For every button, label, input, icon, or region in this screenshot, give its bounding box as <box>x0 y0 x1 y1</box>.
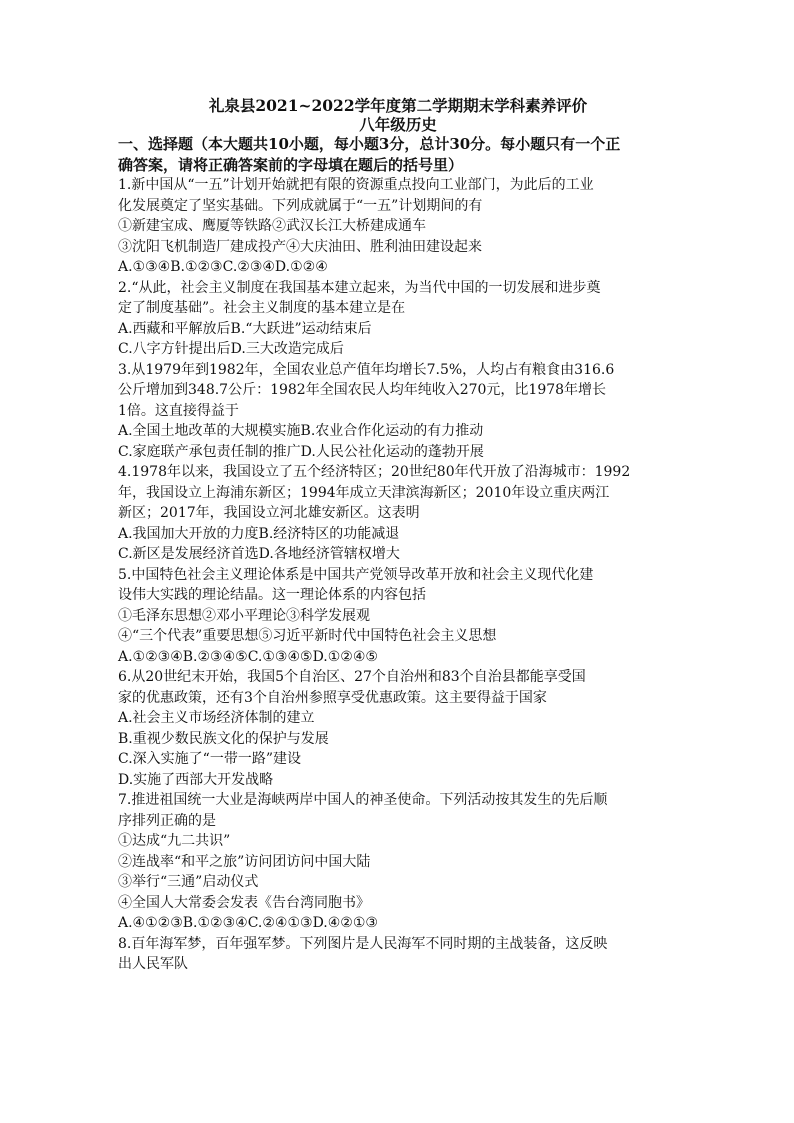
question-6-stem: 家的优惠政策，还有3个自治州参照享受优惠政策。这主要得益于国家 <box>118 689 547 706</box>
question-7-stem: 7.推进祖国统一大业是海峡两岸中国人的神圣使命。下列活动按其发生的先后顺 <box>118 792 608 808</box>
question-8-stem: 8.百年海军梦，百年强军梦。下列图片是人民海军不同时期的主战装备，这反映 <box>118 935 608 952</box>
question-6-option-d: D.实施了西部大开发战略 <box>118 771 274 788</box>
question-7-item: ③举行“三通”启动仪式 <box>118 874 259 890</box>
question-5-options: A.①②③④B.②③④⑤C.①③④⑤D.①②④⑤ <box>118 648 378 665</box>
question-7-item: ④全国人大常委会发表《告台湾同胞书》 <box>118 894 370 911</box>
question-6-option-c: C.深入实施了“一带一路”建设 <box>118 751 301 767</box>
question-3-stem: 1倍。这直接得益于 <box>118 402 239 419</box>
question-1-stem: 化发展奠定了坚实基础。下列成就属于“一五”计划期间的有 <box>118 197 483 214</box>
question-4-stem: 4.1978年以来，我国设立了五个经济特区；20世纪80年代开放了沿海城市：1992 <box>118 464 631 480</box>
question-7 <box>118 790 678 934</box>
section-heading-line: 确答案，请将正确答案前的字母填在题后的括号里） <box>118 155 464 174</box>
question-8-stem: 出人民军队 <box>118 956 188 972</box>
question-7-stem: 序排列正确的是 <box>118 812 216 829</box>
question-7-item: ②连战率“和平之旅”访问团访问中国大陆 <box>118 853 371 870</box>
question-7-options: A.④①②③B.①②③④C.②④①③D.④②①③ <box>118 915 378 931</box>
question-3-stem: 3.从1979年到1982年，全国农业总产值年均增长7.5%，人均占有粮食由316.6 <box>118 361 615 378</box>
question-3 <box>118 360 678 463</box>
question-5-items: ①毛泽东思想②邓小平理论③科学发展观 <box>118 607 370 624</box>
question-1-items: ①新建宝成、鹰厦等铁路②武汉长江大桥建成通车 <box>118 218 426 234</box>
question-6 <box>118 667 678 790</box>
section-heading-line: 一、选择题（本大题共10小题，每小题3分，总计30分。每小题只有一个正 <box>118 135 621 153</box>
question-1-items: ③沈阳飞机制造厂建成投产④大庆油田、胜利油田建设起来 <box>118 238 482 255</box>
question-7-item: ①达成“九二共识” <box>118 833 231 849</box>
question-3-stem: 公斤增加到348.7公斤：1982年全国农民人均年纯收入270元，比1978年增长 <box>118 382 607 398</box>
section-heading <box>118 134 678 175</box>
question-3-options: C.家庭联产承包责任制的推广D.人民公社化运动的蓬勃开展 <box>118 443 484 460</box>
exam-subtitle: 八年级历史 <box>359 115 437 134</box>
question-2 <box>118 278 678 360</box>
question-2-options: A.西藏和平解放后B.“大跃进”运动结束后 <box>118 320 372 337</box>
question-5 <box>118 565 678 668</box>
question-4 <box>118 462 678 565</box>
question-3-options: A.全国土地改革的大规模实施B.农业合作化运动的有力推动 <box>118 423 484 439</box>
question-1-stem: 1.新中国从“一五”计划开始就把有限的资源重点投向工业部门，为此后的工业 <box>118 177 594 193</box>
exam-title: 礼泉县2021~2022学年度第二学期期末学科素养评价 <box>208 96 588 115</box>
question-2-stem: 定了制度基础”。社会主义制度的基本建立是在 <box>118 300 406 316</box>
question-8 <box>118 934 678 975</box>
question-6-option-b: B.重视少数民族文化的保护与发展 <box>118 730 329 747</box>
question-4-options: A.我国加大开放的力度B.经济特区的功能减退 <box>118 525 400 542</box>
question-2-stem: 2.“从此，社会主义制度在我国基本建立起来，为当代中国的一切发展和进步奠 <box>118 279 601 296</box>
question-4-stem: 新区；2017年，我国设立河北雄安新区。这表明 <box>118 505 420 521</box>
question-5-stem: 5.中国特色社会主义理论体系是中国共产党领导改革开放和社会主义现代化建 <box>118 566 594 583</box>
question-6-option-a: A.社会主义市场经济体制的建立 <box>118 710 315 726</box>
question-4-options: C.新区是发展经济首选D.各地经济管辖权增大 <box>118 546 400 562</box>
question-4-stem: 年，我国设立上海浦东新区；1994年成立天津滨海新区；2010年设立重庆两江 <box>118 484 610 501</box>
question-1 <box>118 175 678 278</box>
question-1-options: A.①③④B.①②③C.②③④D.①②④ <box>118 259 328 275</box>
exam-page <box>118 96 678 975</box>
question-2-options: C.八字方针提出后D.三大改造完成后 <box>118 341 344 357</box>
question-5-items: ④“三个代表”重要思想⑤习近平新时代中国特色社会主义思想 <box>118 628 497 644</box>
question-5-stem: 设伟大实践的理论结晶。这一理论体系的内容包括 <box>118 587 426 603</box>
question-6-stem: 6.从20世纪末开始，我国5个自治区、27个自治州和83个自治县都能享受国 <box>118 669 586 685</box>
